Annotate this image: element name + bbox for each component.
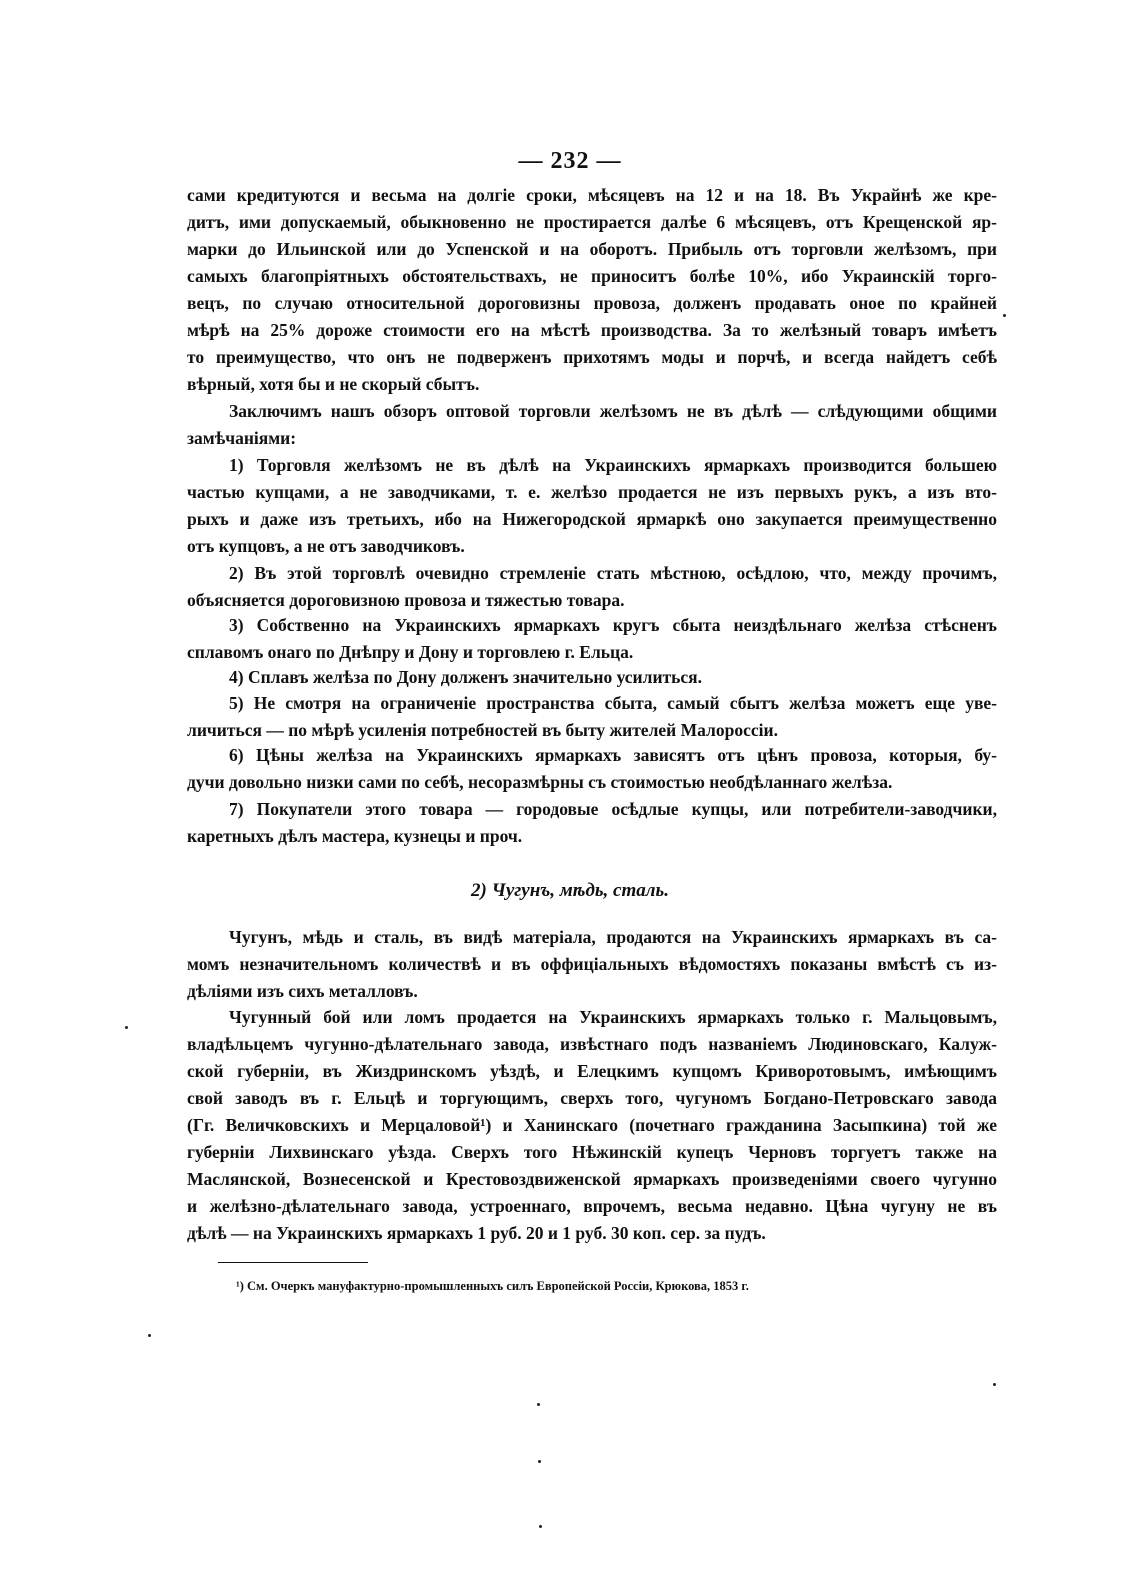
- text-line: марки до Ильинской или до Успенской и на оборотъ. Прибыль отъ торговли желѣзомъ, при: [187, 239, 997, 259]
- text-line: дучи довольно низки сами по себѣ, несоразмѣрны съ стоимостью необдѣланнаго желѣза.: [187, 772, 893, 792]
- text-line: свой заводъ въ г. Ельцѣ и торгующимъ, сверхъ того, чугуномъ Богдано-Петровскаго завода: [187, 1088, 997, 1108]
- text-line: и желѣзно-дѣлательнаго завода, устроеннаго, впрочемъ, весьма недавно. Цѣна чугуну не въ: [187, 1196, 997, 1216]
- list-item-6: [187, 742, 997, 796]
- text-line: 4) Сплавъ желѣза по Дону долженъ значительно усилиться.: [229, 667, 703, 687]
- text-line: ской губерніи, въ Жиздринскомъ уѣздѣ, и Елецкимъ купцомъ Криворотовымъ, имѣющимъ: [187, 1061, 997, 1081]
- paragraph-3: [187, 924, 997, 1005]
- text-line: (Гг. Величковскихъ и Мерцаловой¹) и Ханинскаго (почетнаго гражданина Засыпкина) той же: [187, 1115, 997, 1135]
- scan-speck: [537, 1403, 540, 1406]
- text-line: дѣліями изъ сихъ металловъ.: [187, 981, 418, 1001]
- text-line: владѣльцемъ чугунно-дѣлательнаго завода, извѣстнаго подъ названіемъ Людиновскаго, Калуж-: [187, 1034, 997, 1054]
- text-line: 5) Не смотря на ограниченіе пространства сбыта, самый сбытъ желѣза можетъ еще уве-: [229, 693, 997, 713]
- text-line: Заключимъ нашъ обзоръ оптовой торговли желѣзомъ не въ дѣлѣ — слѣдующими общими: [229, 401, 997, 421]
- text-line: 6) Цѣны желѣза на Украинскихъ ярмаркахъ зависятъ отъ цѣнъ провоза, которыя, бу-: [229, 745, 997, 765]
- text-line: 3) Собственно на Украинскихъ ярмаркахъ кругъ сбыта неиздѣльнаго желѣза стѣсненъ: [229, 615, 997, 635]
- footnote: ¹) См. Очеркъ мануфактурно-промышленныхъ силъ Европейской Россіи, Крюкова, 1853 г.: [236, 1279, 749, 1293]
- footnote-divider: [218, 1262, 368, 1263]
- scan-speck: [1003, 314, 1006, 317]
- scan-speck: [125, 1026, 128, 1029]
- list-item-7: [187, 796, 997, 850]
- text-line: сами кредитуются и весьма на долгіе сроки, мѣсяцевъ на 12 и на 18. Въ Украйнѣ же кре-: [187, 185, 997, 205]
- paragraph-4: [187, 1004, 997, 1247]
- text-line: вѣрный, хотя бы и не скорый сбытъ.: [187, 374, 480, 394]
- text-line: Чугунъ, мѣдь и сталь, въ видѣ матеріала, продаются на Украинскихъ ярмаркахъ въ са-: [229, 927, 997, 947]
- scan-speck: [148, 1334, 151, 1337]
- text-line: 1) Торговля желѣзомъ не въ дѣлѣ на Украинскихъ ярмаркахъ производится большею: [229, 455, 997, 475]
- text-line: личиться — по мѣрѣ усиленія потребностей въ быту жителей Малороссіи.: [187, 720, 778, 740]
- paragraph-2: [187, 398, 997, 452]
- page-number: — 232 —: [518, 148, 622, 174]
- text-line: губерніи Лихвинскаго уѣзда. Сверхъ того Нѣжинскій купецъ Черновъ торгуетъ также на: [187, 1142, 997, 1162]
- text-line: Чугунный бой или ломъ продается на Украинскихъ ярмаркахъ только г. Мальцовымъ,: [229, 1007, 997, 1027]
- scan-speck: [539, 1525, 542, 1528]
- list-item-1: [187, 452, 997, 560]
- text-line: каретныхъ дѣлъ мастера, кузнецы и проч.: [187, 826, 523, 846]
- text-line: Маслянской, Вознесенской и Крестовоздвиженской ярмаркахъ произведеніями своего чугунно: [187, 1169, 997, 1189]
- text-line: сплавомъ онаго по Днѣпру и Дону и торговлею г. Ельца.: [187, 642, 634, 662]
- section-heading: 2) Чугунъ, мѣдь, сталь.: [471, 880, 669, 901]
- list-item-3: [187, 612, 997, 666]
- text-line: дѣлѣ — на Украинскихъ ярмаркахъ 1 руб. 20 и 1 руб. 30 коп. сер. за пудъ.: [187, 1223, 766, 1243]
- text-line: то преимущество, что онъ не подверженъ прихотямъ моды и порчѣ, и всегда найдетъ себѣ: [187, 347, 997, 367]
- list-item-2: [187, 560, 997, 614]
- text-line: 2) Въ этой торговлѣ очевидно стремленіе стать мѣстною, осѣдлою, что, между прочимъ,: [229, 563, 997, 583]
- text-line: мѣрѣ на 25% дороже стоимости его на мѣстѣ производства. За то желѣзный товаръ имѣетъ: [187, 320, 997, 340]
- text-line: самыхъ благопріятныхъ обстоятельствахъ, не приноситъ болѣе 10%, ибо Украинскій торго-: [187, 266, 997, 286]
- text-line: момъ незначительномъ количествѣ и въ оффиціальныхъ вѣдомостяхъ показаны вмѣстѣ съ из-: [187, 954, 997, 974]
- text-line: рыхъ и даже изъ третьихъ, ибо на Нижегородской ярмаркѣ оно закупается преимущественно: [187, 509, 997, 529]
- scan-speck: [993, 1383, 996, 1386]
- list-item-4: [187, 664, 997, 691]
- text-line: отъ купцовъ, а не отъ заводчиковъ.: [187, 536, 465, 556]
- text-line: вецъ, по случаю относительной дороговизны провоза, долженъ продавать оное по крайней: [187, 293, 997, 313]
- text-line: объясняется дороговизною провоза и тяжестью товара.: [187, 590, 625, 610]
- scan-speck: [538, 1460, 541, 1463]
- paragraph-1: [187, 182, 997, 398]
- text-line: дитъ, ими допускаемый, обыкновенно не простирается далѣе 6 мѣсяцевъ, отъ Крещенской яр-: [187, 212, 997, 232]
- text-line: замѣчаніями:: [187, 428, 297, 448]
- text-line: частью купцами, а не заводчиками, т. е. желѣзо продается не изъ первыхъ рукъ, а изъ вто-: [187, 482, 997, 502]
- text-line: 7) Покупатели этого товара — городовые осѣдлые купцы, или потребители-заводчики,: [229, 799, 997, 819]
- list-item-5: [187, 690, 997, 744]
